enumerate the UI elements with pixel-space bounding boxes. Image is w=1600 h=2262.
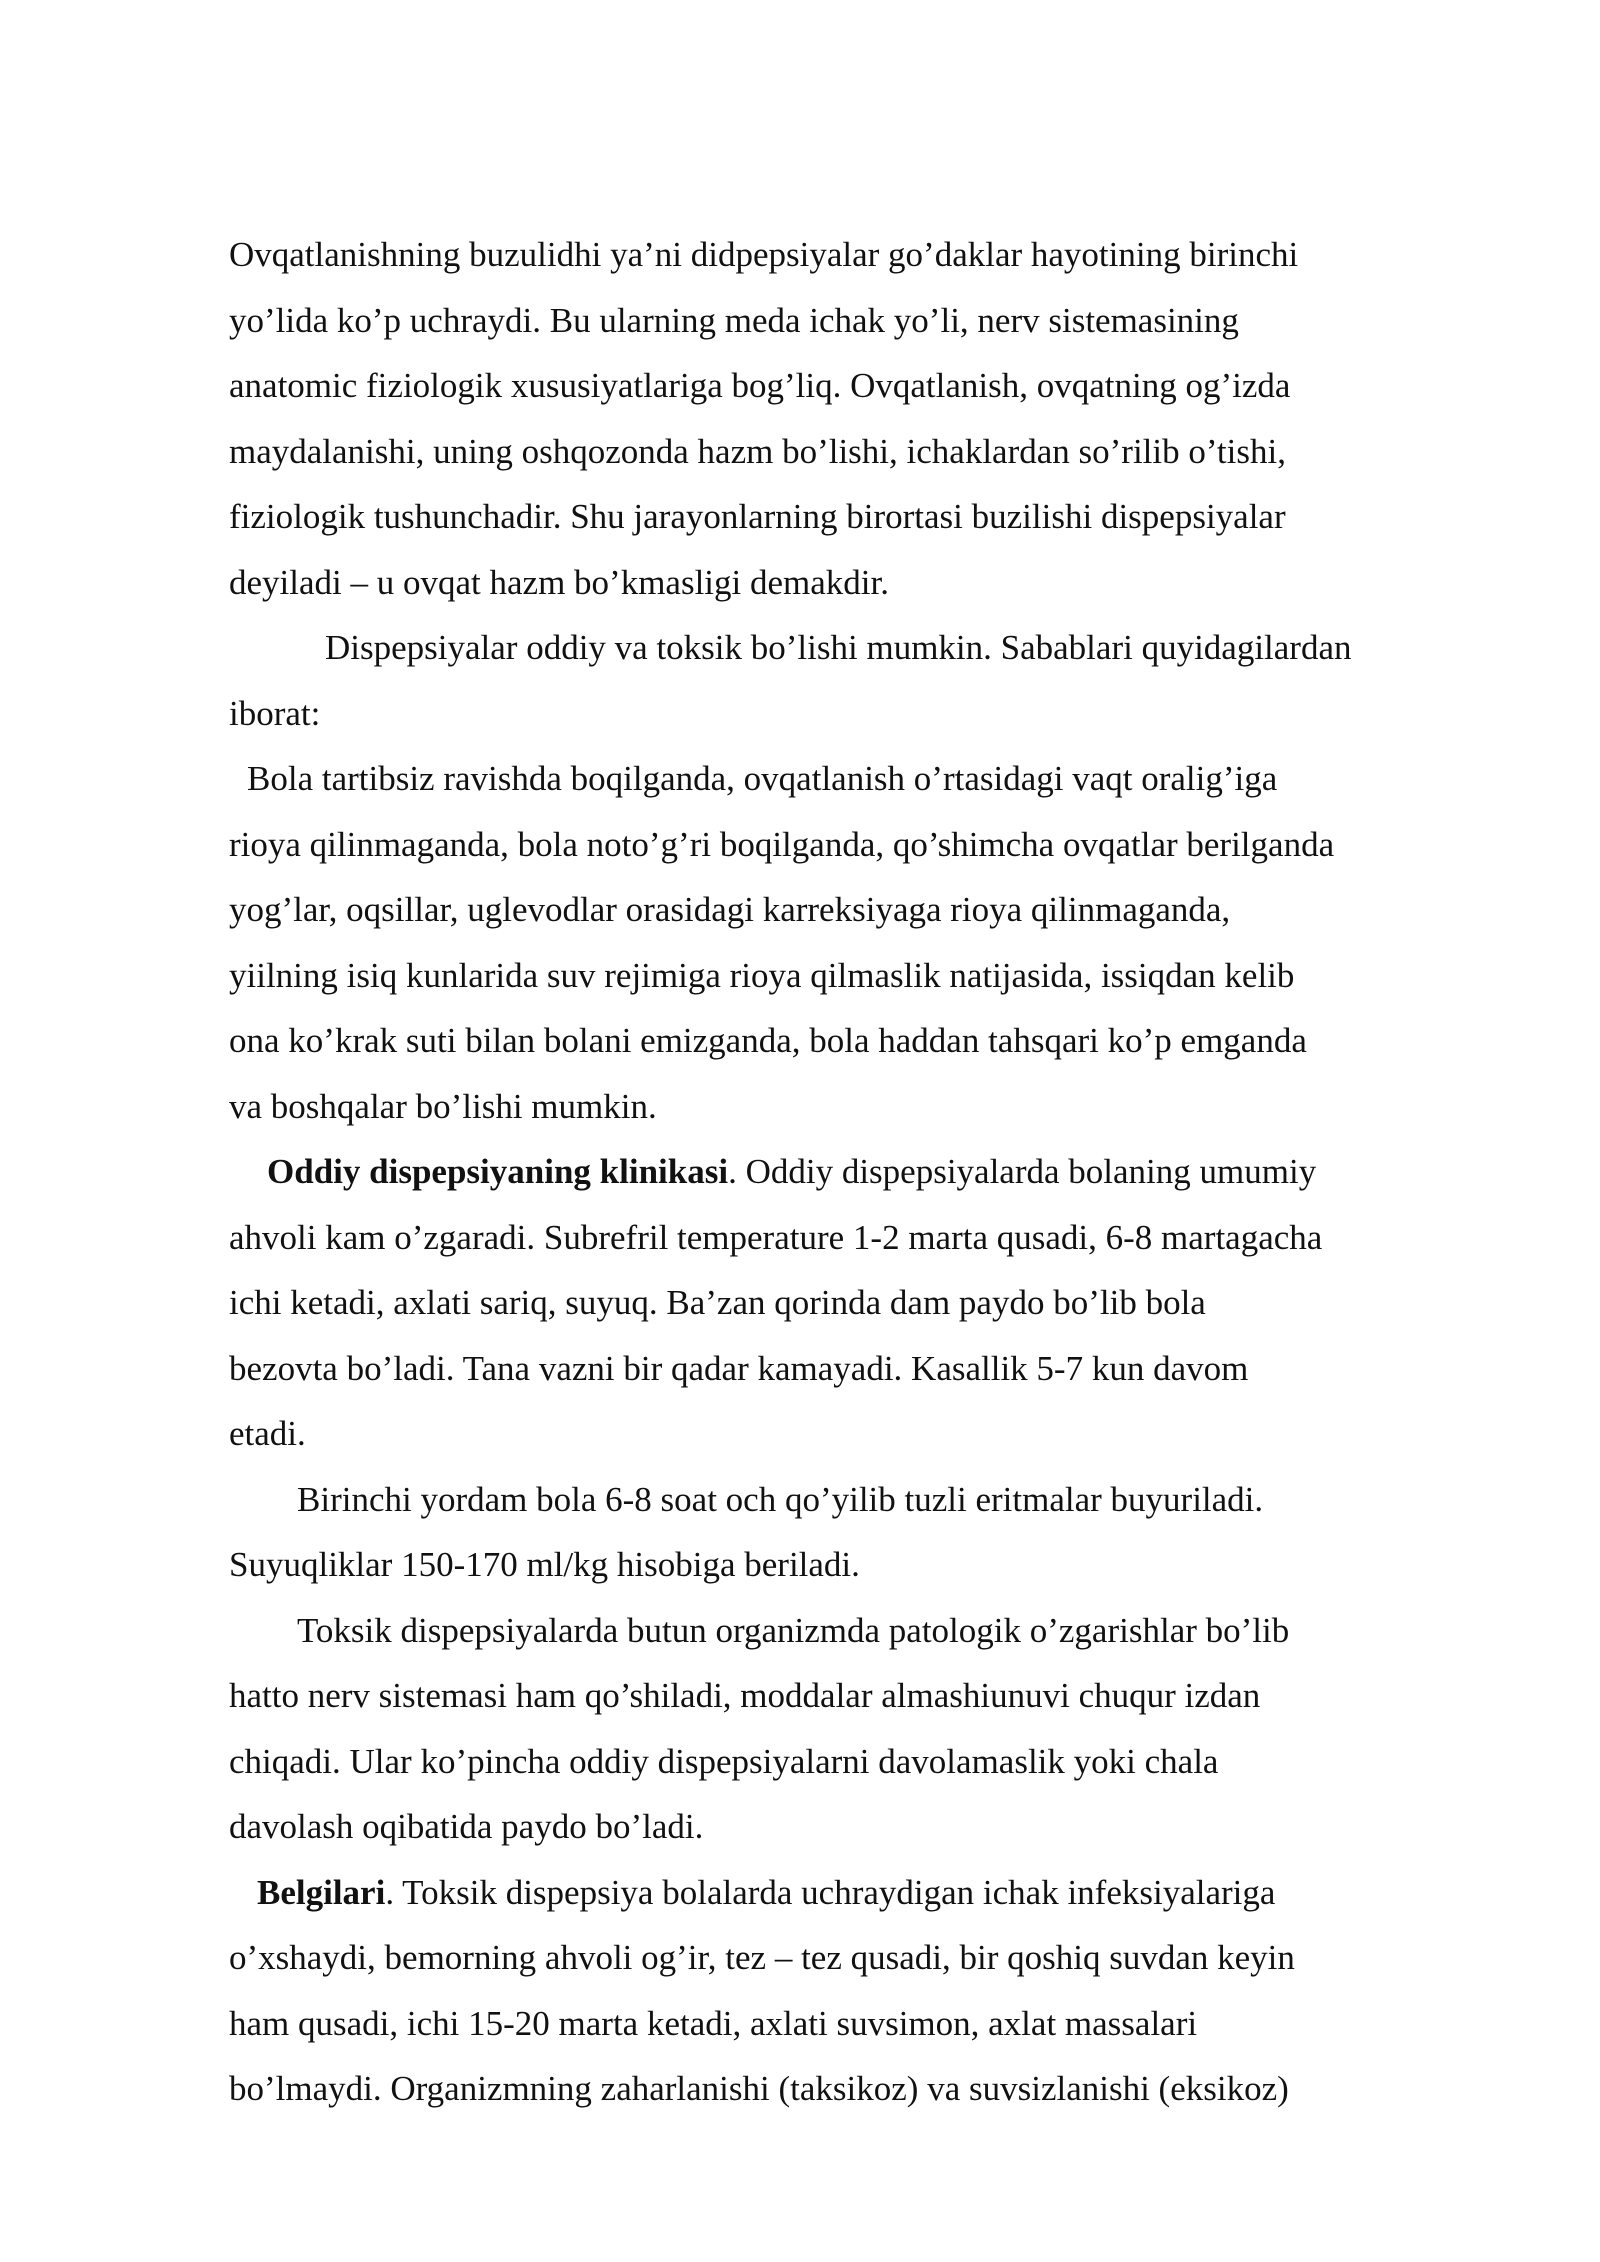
text-line: Suyuqliklar 150-170 ml/kg hisobiga beriladi. (229, 1545, 860, 1584)
text-line: yiilning isiq kunlarida suv rejimiga rioya qilmaslik natijasida, issiqdan kelib (229, 955, 1295, 995)
text-line: Bola tartibsiz ravishda boqilganda, ovqatlanish o’rtasidagi vaqt oralig’iga (247, 759, 1278, 798)
text-line: Ovqatlanishning buzulidhi ya’ni didpepsiyalar go’daklar hayotining birinchi (229, 235, 1299, 274)
text-line: va boshqalar bo’lishi mumkin. (229, 1086, 657, 1126)
document-body (229, 222, 1519, 2122)
text-line: hatto nerv sistemasi ham qo’shiladi, moddalar almashiunuvi chuqur izdan (229, 1676, 1261, 1715)
text-line (229, 1139, 1519, 1205)
text-line: deyiladi – u ovqat hazm bo’kmasligi demakdir. (229, 562, 889, 602)
text-run: . Toksik dispepsiya bolalarda uchraydigan ichak infeksiyalariga (385, 1872, 1276, 1912)
text-line: chiqadi. Ular ko’pincha oddiy dispepsiyalarni davolamaslik yoki chala (229, 1741, 1219, 1781)
text-line: ahvoli kam o’zgaradi. Subrefril temperature 1-2 marta qusadi, 6-8 martagacha (229, 1217, 1323, 1257)
text-line: fiziologik tushunchadir. Shu jarayonlarning birortasi buzilishi dispepsiyalar (229, 497, 1286, 536)
text-line: etadi. (229, 1414, 306, 1453)
text-line: yog’lar, oqsillar, uglevodlar orasidagi karreksiyaga rioya qilinmaganda, (229, 890, 1231, 929)
text-line: o’xshaydi, bemorning ahvoli og’ir, tez – tez qusadi, bir qoshiq suvdan keyin (229, 1938, 1295, 1977)
text-line: ham qusadi, ichi 15-20 marta ketadi, axlati suvsimon, axlat massalari (229, 2003, 1198, 2043)
text-line: bo’lmaydi. Organizmning zaharlanishi (taksikoz) va suvsizlanishi (eksikoz) (229, 2069, 1289, 2108)
text-line: Toksik dispepsiyalarda butun organizmda patologik o’zgarishlar bo’lib (297, 1610, 1290, 1650)
text-line: Dispepsiyalar oddiy va toksik bo’lishi mumkin. Sabablari quyidagilardan (325, 628, 1352, 667)
text-line: iborat: (229, 693, 321, 733)
text-line (229, 1860, 1519, 1926)
text-line: anatomic fiziologik xususiyatlariga bog’liq. Ovqatlanish, ovqatning og’izda (229, 366, 1291, 405)
text-line: bezovta bo’ladi. Tana vazni bir qadar kamayadi. Kasallik 5-7 kun davom (229, 1348, 1249, 1388)
text-line: davolash oqibatida paydo bo’ladi. (229, 1807, 704, 1846)
text-line: Birinchi yordam bola 6-8 soat och qo’yilib tuzli eritmalar buyuriladi. (297, 1479, 1264, 1519)
section-heading-signs: Belgilari (257, 1872, 386, 1912)
text-line: rioya qilinmaganda, bola noto’g’ri boqilganda, qo’shimcha ovqatlar berilganda (229, 824, 1335, 864)
section-heading-clinic: Oddiy dispepsiyaning klinikasi (267, 1152, 729, 1191)
text-run: . Oddiy dispepsiyalarda bolaning umumiy (728, 1152, 1317, 1191)
text-line: ona ko’krak suti bilan bolani emizganda, bola haddan tahsqari ko’p emganda (229, 1021, 1307, 1060)
text-line: yo’lida ko’p uchraydi. Bu ularning meda ichak yo’li, nerv sistemasining (229, 300, 1239, 340)
text-line: ichi ketadi, axlati sariq, suyuq. Ba’zan qorinda dam paydo bo’lib bola (229, 1283, 1206, 1322)
text-line: maydalanishi, uning oshqozonda hazm bo’lishi, ichaklardan so’rilib o’tishi, (229, 431, 1286, 471)
